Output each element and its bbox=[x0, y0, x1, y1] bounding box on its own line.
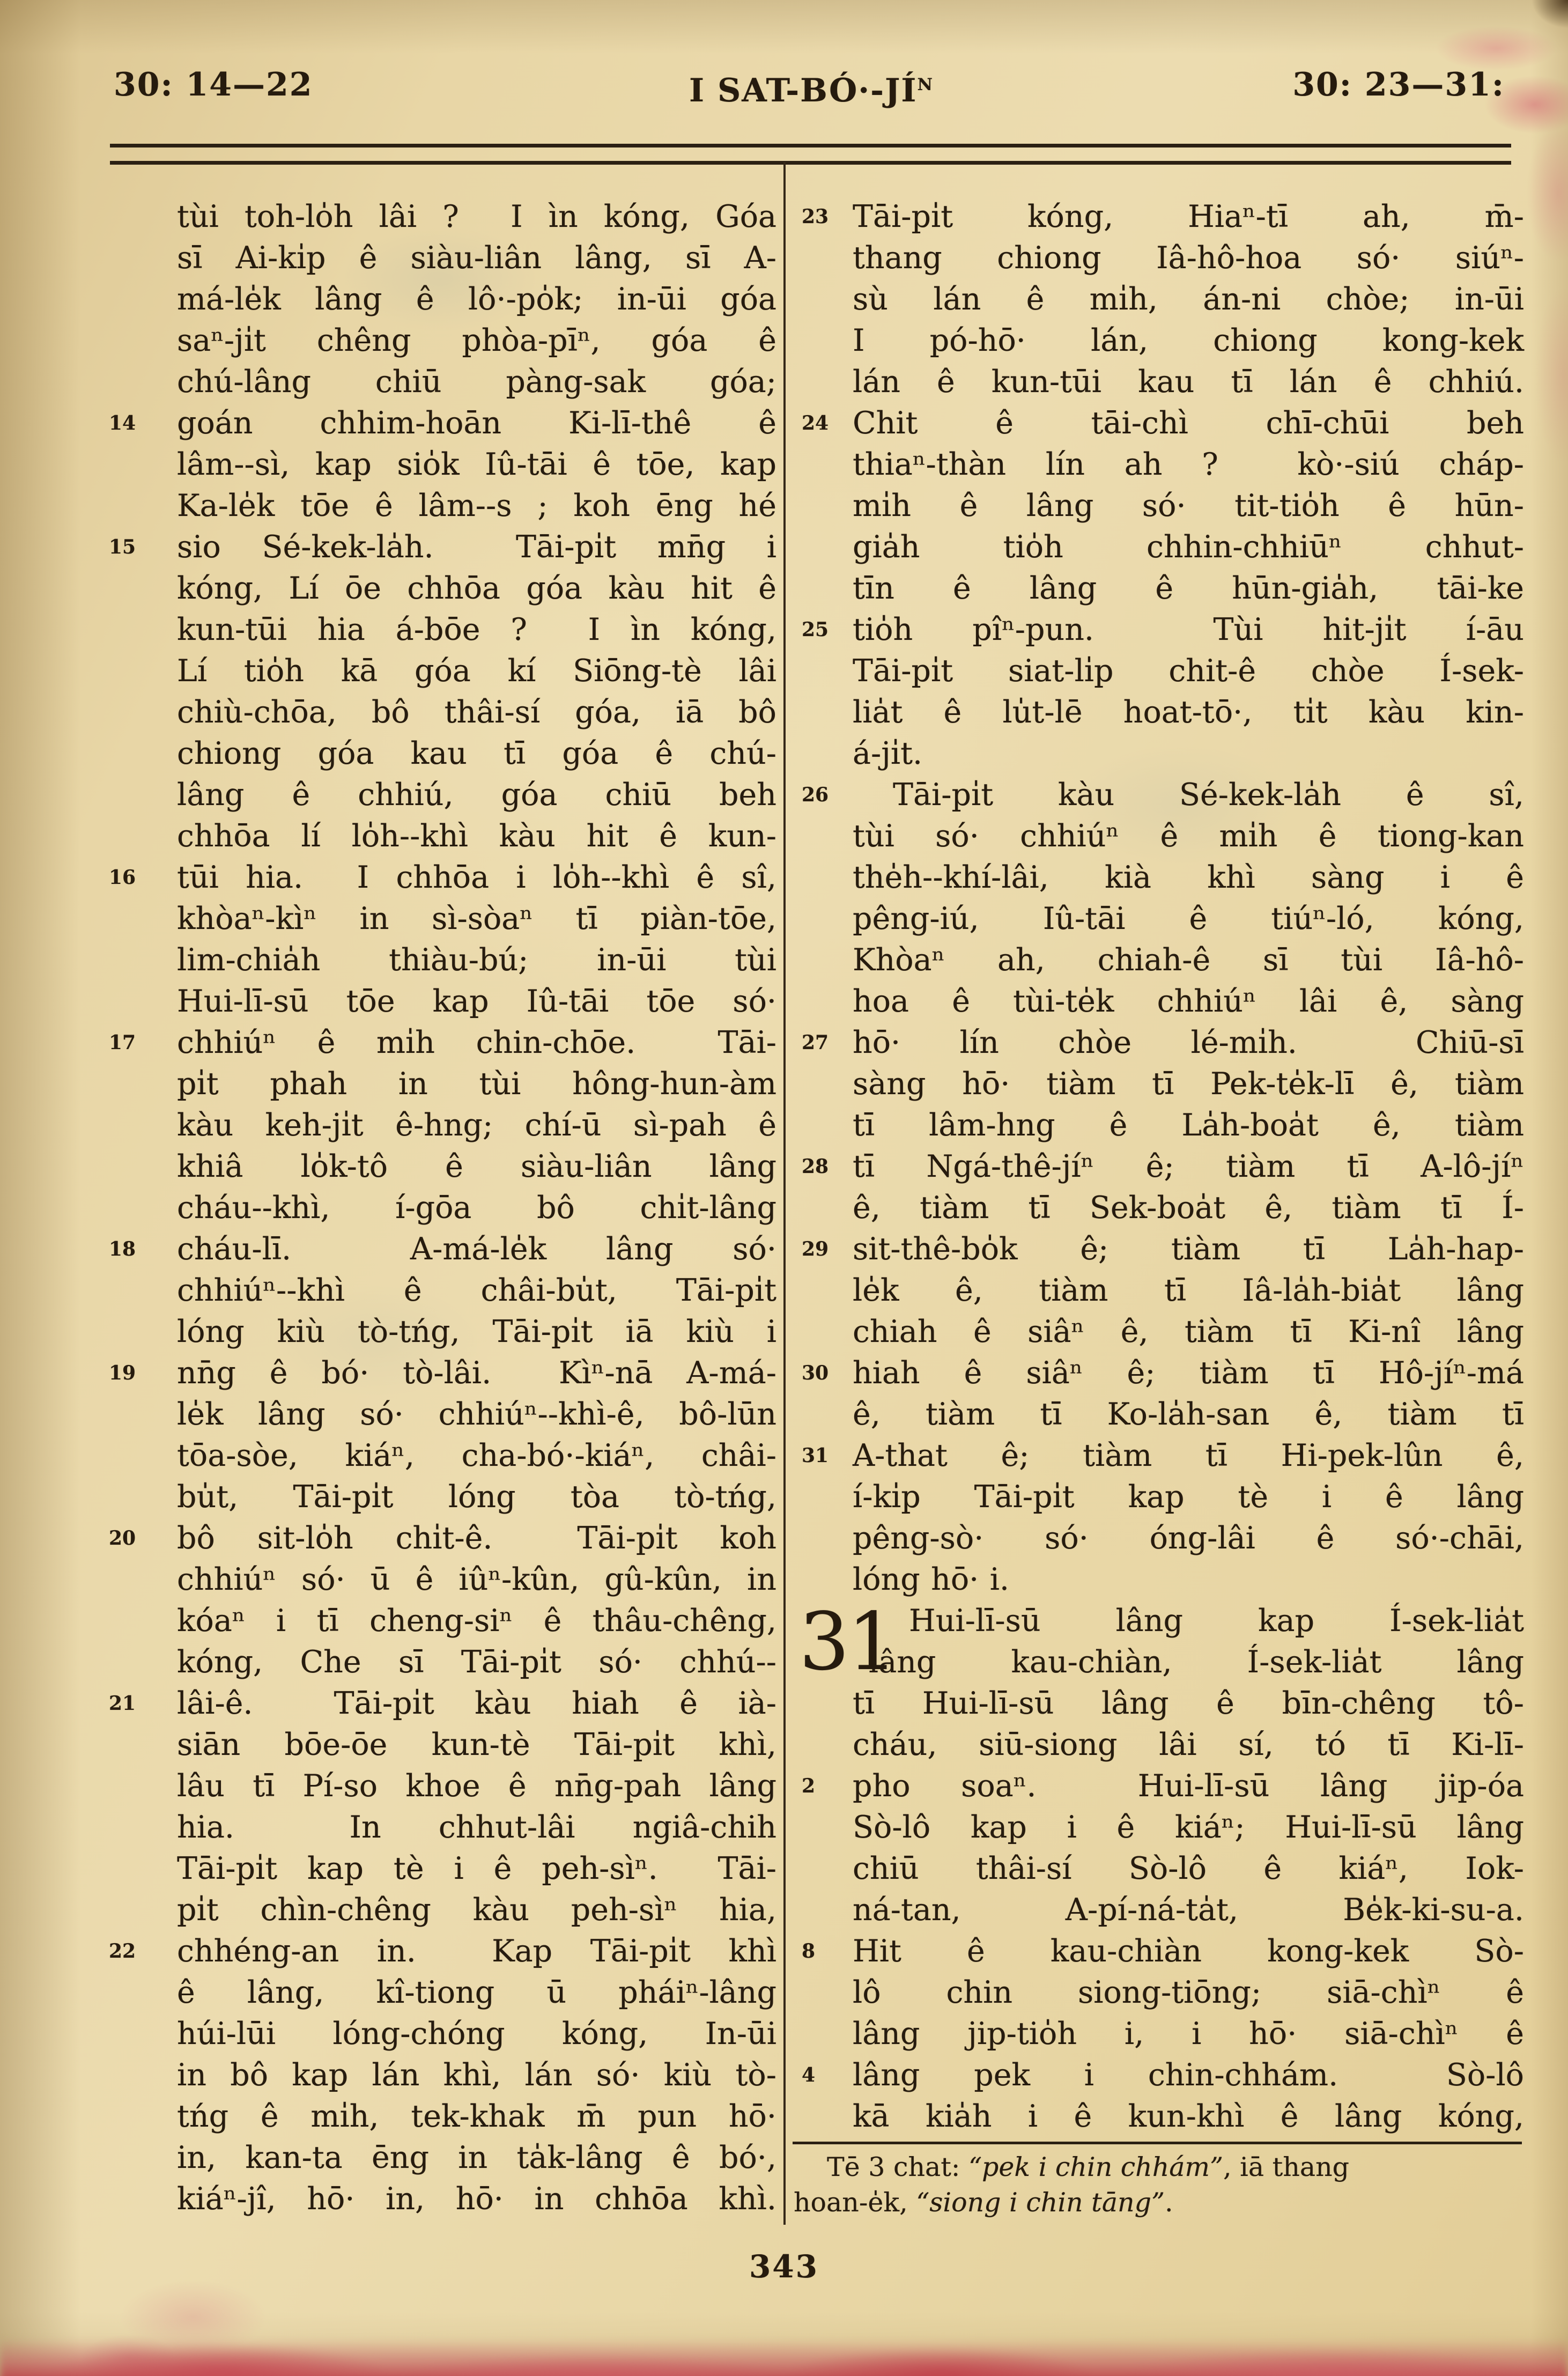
verse-line bbox=[109, 1518, 776, 1559]
verse-line bbox=[853, 1683, 1524, 1724]
verse-line-text: pêng-sò· só· óng-lâi ê só·-chāi, bbox=[853, 1521, 1524, 1556]
verse-line-text: Ka-le̍k tōe ê lâm--s ; koh ēng hé bbox=[177, 488, 776, 523]
footnote-rule bbox=[793, 2142, 1522, 2144]
verse-line bbox=[177, 1724, 776, 1766]
verse-line-text: tio̍h pîⁿ-pun. Tùi hit-ji̍t í-āu bbox=[853, 612, 1524, 647]
verse-number: 14 bbox=[109, 412, 136, 434]
verse-line-text: lâu tī Pí-so khoe ê nn̄g-pah lâng bbox=[177, 1768, 776, 1804]
page-number: 343 bbox=[749, 2248, 819, 2285]
verse-line bbox=[177, 1270, 776, 1311]
verse-number: 25 bbox=[802, 618, 829, 641]
verse-line bbox=[177, 2055, 776, 2096]
verse-line bbox=[853, 651, 1524, 692]
verse-line-text: chhiúⁿ--khì ê châi-bu̍t, Tāi-pi̍t bbox=[177, 1273, 776, 1308]
verse-line-text: cháu--khì, í-gōa bô chi̍t-lâng bbox=[177, 1190, 776, 1226]
verse-line-text: sù lán ê mi̍h, án-ni chòe; in-ūi bbox=[853, 282, 1524, 317]
verse-line bbox=[853, 279, 1524, 320]
verse-line-text: kā kia̍h i ê kun-khì ê lâng kóng, bbox=[853, 2099, 1524, 2134]
verse-line-text: tī Hui-lī-sū lâng ê bīn-chêng tô- bbox=[853, 1686, 1524, 1721]
verse-line bbox=[109, 403, 776, 444]
verse-line bbox=[177, 279, 776, 320]
verse-line-text: sàng hō· tiàm tī Pek-te̍k-lī ê, tiàm bbox=[853, 1066, 1524, 1102]
verse-line bbox=[177, 1600, 776, 1642]
verse-line-text: siān bōe-ōe kun-tè Tāi-pi̍t khì, bbox=[177, 1727, 776, 1762]
verse-line bbox=[853, 1972, 1524, 2013]
verse-line bbox=[853, 1270, 1524, 1311]
footnote-quoted-phrase: “pek i chin chhám” bbox=[968, 2152, 1224, 2182]
verse-number: 23 bbox=[802, 205, 829, 228]
verse-line-text: lâi-ê. Tāi-pi̍t kàu hiah ê ià- bbox=[177, 1686, 776, 1721]
footnote-text: hoan-e̍k, bbox=[794, 2187, 916, 2218]
verse-number: 24 bbox=[802, 412, 829, 434]
verse-line bbox=[109, 527, 776, 568]
verse-line bbox=[109, 1353, 776, 1394]
verse-line bbox=[177, 1187, 776, 1229]
verse-line bbox=[802, 1766, 1524, 1807]
verse-line bbox=[177, 898, 776, 940]
verse-line bbox=[177, 940, 776, 981]
verse-line bbox=[177, 1064, 776, 1105]
verse-line bbox=[177, 361, 776, 403]
verse-line bbox=[802, 196, 1524, 238]
verse-line bbox=[853, 1848, 1524, 1890]
text-column-left bbox=[109, 196, 776, 2220]
verse-line-text: pi̍t chìn-chêng kàu peh-sìⁿ hia, bbox=[177, 1892, 776, 1928]
verse-line bbox=[177, 1972, 776, 2013]
verse-line bbox=[853, 1518, 1524, 1559]
verse-line bbox=[853, 1890, 1524, 1931]
verse-line-text: ê, tiàm tī Ko-la̍h-san ê, tiàm tī bbox=[853, 1397, 1524, 1432]
running-title bbox=[689, 63, 933, 109]
verse-line bbox=[177, 1435, 776, 1477]
verse-line bbox=[177, 981, 776, 1022]
verse-line-text: tīn ê lâng ê hūn-gia̍h, tāi-ke bbox=[853, 571, 1524, 606]
verse-line-text: ê, tiàm tī Sek-boa̍t ê, tiàm tī Í- bbox=[853, 1190, 1524, 1226]
verse-line bbox=[177, 1311, 776, 1353]
verse-line-text: tńg ê mi̍h, tek-khak m̄ pun hō· bbox=[177, 2099, 776, 2134]
verse-line bbox=[853, 898, 1524, 940]
verse-line-text: tùi toh-lo̍h lâi ? I ìn kóng, Góa bbox=[177, 199, 776, 234]
verse-line bbox=[853, 485, 1524, 527]
verse-line-text: bô sit-lo̍h chi̍t-ê. Tāi-pi̍t koh bbox=[177, 1521, 776, 1556]
verse-line-text: Tāi-pi̍t siat-li̍p chit-ê chòe Í-sek- bbox=[853, 653, 1524, 689]
verse-line bbox=[177, 2096, 776, 2137]
header-verse-range-right: 30: 23—31: bbox=[1292, 66, 1505, 104]
verse-line-text: Chit ê tāi-chì chī-chūi beh bbox=[853, 405, 1524, 441]
verse-line-text: ná-tan, A-pí-ná-ta̍t, Be̍k-ki-su-a. bbox=[853, 1892, 1524, 1928]
verse-line bbox=[853, 238, 1524, 279]
verse-line-text: chiah ê siâⁿ ê, tiàm tī Ki-nî lâng bbox=[853, 1314, 1524, 1349]
verse-line-text: thang chiong Iâ-hô-hoa só· siúⁿ- bbox=[853, 240, 1524, 276]
verse-line-text: chiū thâi-sí Sò-lô ê kiáⁿ, Iok- bbox=[853, 1851, 1524, 1886]
verse-line-text: lâng kau-chiàn, Í-sek-lia̍t lâng bbox=[869, 1644, 1524, 1680]
verse-line-text: tī Ngá-thê-jíⁿ ê; tiàm tī A-lô-jíⁿ bbox=[853, 1149, 1524, 1184]
verse-line bbox=[177, 1642, 776, 1683]
verse-line-text: cháu, siū-siong lâi sí, tó tī Ki-lī- bbox=[853, 1727, 1524, 1762]
red-page-edge-dye bbox=[0, 2327, 1568, 2376]
verse-line bbox=[853, 1187, 1524, 1229]
verse-line bbox=[177, 196, 776, 238]
verse-line-text: húi-lūi lóng-chóng kóng, In-ūi bbox=[177, 2016, 776, 2052]
verse-number: 16 bbox=[109, 866, 136, 889]
verse-line-text: lim-chia̍h thiàu-bú; in-ūi tùi bbox=[177, 942, 776, 978]
verse-line-text: pi̍t phah in tùi hông-hun-àm bbox=[177, 1066, 776, 1102]
verse-line bbox=[177, 2137, 776, 2179]
verse-number: 27 bbox=[802, 1031, 829, 1054]
footnote-line bbox=[794, 2185, 1522, 2220]
verse-line-text: Sò-lô kap i ê kiáⁿ; Hui-lī-sū lâng bbox=[853, 1810, 1524, 1845]
verse-number: 2 bbox=[802, 1775, 816, 1797]
verse-line bbox=[853, 527, 1524, 568]
verse-line bbox=[802, 403, 1524, 444]
verse-line bbox=[802, 1022, 1524, 1064]
verse-number: 21 bbox=[109, 1692, 136, 1715]
verse-line bbox=[802, 1229, 1524, 1270]
verse-line bbox=[853, 361, 1524, 403]
verse-line bbox=[177, 774, 776, 816]
verse-number: 17 bbox=[109, 1031, 136, 1054]
verse-line-text: le̍k ê, tiàm tī Iâ-la̍h-bia̍t lâng bbox=[853, 1273, 1524, 1308]
verse-line-text: Tāi-pi̍t kóng, Hiaⁿ-tī ah, m̄- bbox=[853, 199, 1524, 234]
verse-line bbox=[109, 1229, 776, 1270]
verse-line bbox=[177, 1848, 776, 1890]
running-title-text: I SAT-BÓ·-JÍ bbox=[689, 72, 918, 109]
verse-line bbox=[853, 733, 1524, 774]
verse-line-text: lâng ê chhiú, góa chiū beh bbox=[177, 777, 776, 813]
verse-line bbox=[177, 1766, 776, 1807]
verse-line bbox=[802, 1931, 1524, 1972]
verse-line bbox=[177, 816, 776, 857]
verse-line-text: kóng, Lí ōe chhōa góa kàu hit ê bbox=[177, 571, 776, 606]
verse-line-text: gia̍h tio̍h chhin-chhiūⁿ chhut- bbox=[853, 529, 1524, 565]
verse-line bbox=[177, 692, 776, 733]
verse-line-text: cháu-lī. A-má-le̍k lâng só· bbox=[177, 1231, 776, 1267]
verse-line-text: kiáⁿ-jî, hō· in, hō· in chhōa khì. bbox=[177, 2181, 776, 2217]
verse-line-text: kàu keh-ji̍t ê-hng; chí-ū sì-pah ê bbox=[177, 1108, 776, 1143]
verse-line bbox=[802, 1353, 1524, 1394]
verse-line-text: Hui-lī-sū tōe kap Iû-tāi tōe só· bbox=[177, 984, 776, 1019]
verse-line bbox=[177, 1807, 776, 1848]
verse-line-text: Hui-lī-sū lâng kap Í-sek-lia̍t bbox=[909, 1603, 1524, 1639]
verse-line bbox=[853, 1559, 1524, 1600]
verse-line bbox=[853, 816, 1524, 857]
column-divider-rule bbox=[783, 162, 786, 2225]
verse-line-text: thiaⁿ-thàn lín ah ? kò·-siú cháp- bbox=[853, 447, 1524, 482]
verse-line-text: lóng hō· i. bbox=[853, 1562, 1010, 1597]
verse-line-text: hō· lín chòe lé-mi̍h. Chiū-sī bbox=[853, 1025, 1524, 1060]
verse-number: 20 bbox=[109, 1527, 136, 1549]
verse-line-text: in bô kap lán khì, lán só· kiù tò- bbox=[177, 2057, 776, 2093]
verse-line-text: chhōa lí lo̍h--khì kàu hit ê kun- bbox=[177, 818, 776, 854]
verse-line-text: lâng jip-tio̍h i, i hō· siā-chìⁿ ê bbox=[853, 2016, 1524, 2052]
verse-line bbox=[853, 1642, 1524, 1683]
verse-line bbox=[109, 1931, 776, 1972]
footnote-text: , iā thang bbox=[1223, 2152, 1350, 2182]
verse-number: 28 bbox=[802, 1155, 829, 1178]
verse-line bbox=[177, 238, 776, 279]
verse-line bbox=[177, 609, 776, 651]
verse-line-text: the̍h--khí-lâi, kià khì sàng i ê bbox=[853, 860, 1524, 895]
verse-number: 18 bbox=[109, 1238, 136, 1260]
verse-line-text: bu̍t, Tāi-pi̍t lóng tòa tò-tńg, bbox=[177, 1479, 776, 1515]
verse-line-text: tūi hia. I chhōa i lo̍h--khì ê sî, bbox=[177, 860, 776, 895]
verse-line bbox=[177, 1105, 776, 1146]
verse-number: 30 bbox=[802, 1362, 829, 1384]
verse-line-text: tī lâm-hng ê La̍h-boa̍t ê, tiàm bbox=[853, 1108, 1524, 1143]
footnote-line bbox=[794, 2150, 1522, 2185]
chapter-number-dropcap: 31 bbox=[799, 1596, 896, 1688]
verse-line-text: má-le̍k lâng ê lô·-po̍k; in-ūi góa bbox=[177, 282, 776, 317]
verse-line-text: I pó-hō· lán, chiong kong-kek bbox=[853, 323, 1524, 358]
verse-number: 19 bbox=[109, 1362, 136, 1384]
verse-line-text: Tāi-pi̍t kàu Sé-kek-la̍h ê sî, bbox=[893, 777, 1524, 813]
verse-line bbox=[177, 444, 776, 485]
verse-line-text: kun-tūi hia á-bōe ? I ìn kóng, bbox=[177, 612, 776, 647]
verse-line-text: Khòaⁿ ah, chiah-ê sī tùi Iâ-hô- bbox=[853, 942, 1524, 978]
header-verse-range-left: 30: 14—22 bbox=[114, 66, 313, 104]
verse-number: 29 bbox=[802, 1238, 829, 1260]
verse-number: 31 bbox=[802, 1444, 829, 1467]
running-title-superscript-n: N bbox=[917, 75, 933, 94]
header-double-rule bbox=[110, 144, 1511, 165]
verse-line bbox=[802, 1435, 1524, 1477]
verse-line-text: ê lâng, kî-tiong ū pháiⁿ-lâng bbox=[177, 1975, 776, 2010]
verse-line bbox=[109, 1683, 776, 1724]
text-column-right bbox=[799, 196, 1524, 2137]
verse-line-text: Tāi-pi̍t kap tè i ê peh-sìⁿ. Tāi- bbox=[177, 1851, 776, 1886]
verse-line bbox=[177, 485, 776, 527]
verse-line-text: khòaⁿ-kìⁿ in sì-sòaⁿ tī piàn-tōe, bbox=[177, 901, 776, 936]
verse-number: 22 bbox=[109, 1940, 136, 1962]
verse-number: 26 bbox=[802, 784, 829, 806]
verse-line-text: chhiúⁿ ê mi̍h chin-chōe. Tāi- bbox=[177, 1025, 776, 1060]
verse-line-text: kóng, Che sī Tāi-pi̍t só· chhú-- bbox=[177, 1644, 776, 1680]
verse-line-text: in, kan-ta ēng in ta̍k-lâng ê bó·, bbox=[177, 2140, 776, 2175]
verse-number: 4 bbox=[802, 2064, 816, 2086]
verse-line-text: nn̄g ê bó· tò-lâi. Kìⁿ-nā A-má- bbox=[177, 1355, 776, 1391]
verse-line-text: hia. In chhut-lâi ngiâ-chih bbox=[177, 1810, 776, 1845]
verse-line-text: á-ji̍t. bbox=[853, 736, 923, 771]
verse-line-text: lô chin siong-tiōng; siā-chìⁿ ê bbox=[853, 1975, 1524, 2010]
verse-line bbox=[802, 609, 1524, 651]
verse-line bbox=[177, 1890, 776, 1931]
verse-line-text: lóng kiù tò-tńg, Tāi-pi̍t iā kiù i bbox=[177, 1314, 776, 1349]
verse-line-text: saⁿ-ji̍t chêng phòa-pīⁿ, góa ê bbox=[177, 323, 776, 358]
verse-line bbox=[109, 1022, 776, 1064]
verse-line-text: hiah ê siâⁿ ê; tiàm tī Hô-jíⁿ-má bbox=[853, 1355, 1524, 1391]
verse-line bbox=[177, 320, 776, 361]
verse-line-text: tōa-sòe, kiáⁿ, cha-bó·-kiáⁿ, châi- bbox=[177, 1438, 776, 1473]
verse-line-text: pêng-iú, Iû-tāi ê tiúⁿ-ló, kóng, bbox=[853, 901, 1524, 936]
verse-line bbox=[177, 651, 776, 692]
verse-line-text: sit-thê-bo̍k ê; tiàm tī La̍h-hap- bbox=[853, 1231, 1524, 1267]
footnote bbox=[794, 2150, 1522, 2220]
verse-line-text: lâng pek i chin-chhám. Sò-lô bbox=[853, 2057, 1524, 2093]
verse-line-text: hoa ê tùi-te̍k chhiúⁿ lâi ê, sàng bbox=[853, 984, 1524, 1019]
footnote-text: . bbox=[1165, 2187, 1173, 2218]
verse-line bbox=[109, 857, 776, 898]
verse-line bbox=[177, 1394, 776, 1435]
verse-line-text: chiong góa kau tī góa ê chú- bbox=[177, 736, 776, 771]
verse-line-text: chhiúⁿ só· ū ê iûⁿ-kûn, gû-kûn, in bbox=[177, 1562, 776, 1597]
verse-line bbox=[853, 1477, 1524, 1518]
verse-line-text: sī Ai-ki̍p ê siàu-liân lâng, sī A- bbox=[177, 240, 776, 276]
verse-line-text: mi̍h ê lâng só· tit-tio̍h ê hūn- bbox=[853, 488, 1524, 523]
footnote-text: Tē 3 chat: bbox=[827, 2152, 968, 2182]
verse-line-text: le̍k lâng só· chhiúⁿ--khì-ê, bô-lūn bbox=[177, 1397, 776, 1432]
verse-line bbox=[853, 444, 1524, 485]
verse-line-text: lâm--sì, kap sio̍k Iû-tāi ê tōe, kap bbox=[177, 447, 776, 482]
verse-line bbox=[177, 1477, 776, 1518]
verse-line-text: Hit ê kau-chiàn kong-kek Sò- bbox=[853, 1934, 1524, 1969]
verse-number: 15 bbox=[109, 536, 136, 558]
verse-line bbox=[177, 1146, 776, 1187]
verse-line bbox=[853, 981, 1524, 1022]
verse-line-text: lán ê kun-tūi kau tī lán ê chhiú. bbox=[853, 364, 1524, 400]
verse-line bbox=[853, 1105, 1524, 1146]
verse-line-text: chú-lâng chiū pàng-sak góa; bbox=[177, 364, 776, 400]
verse-line-text: goán chhim-hoān Ki-lī-thê ê bbox=[177, 405, 776, 441]
verse-number: 8 bbox=[802, 1940, 816, 1962]
verse-line bbox=[853, 2013, 1524, 2055]
verse-line bbox=[177, 2013, 776, 2055]
verse-line-text: chhéng-an in. Kap Tāi-pi̍t khì bbox=[177, 1934, 776, 1969]
verse-line bbox=[853, 1807, 1524, 1848]
verse-line-text: í-ki̍p Tāi-pi̍t kap tè i ê lâng bbox=[853, 1479, 1524, 1515]
verse-line bbox=[853, 568, 1524, 609]
verse-line bbox=[853, 1724, 1524, 1766]
verse-line bbox=[853, 940, 1524, 981]
verse-line-text: lia̍t ê lu̍t-lē hoat-tō·, ti̍t kàu kin- bbox=[853, 695, 1524, 730]
verse-line bbox=[177, 568, 776, 609]
verse-line-text: chiù-chōa, bô thâi-sí góa, iā bô bbox=[177, 695, 776, 730]
verse-line-text: pho soaⁿ. Hui-lī-sū lâng jip-óa bbox=[853, 1768, 1524, 1804]
verse-line bbox=[853, 1311, 1524, 1353]
verse-line bbox=[853, 692, 1524, 733]
verse-line bbox=[853, 1064, 1524, 1105]
verse-line-text: khiâ lo̍k-tô ê siàu-liân lâng bbox=[177, 1149, 776, 1184]
verse-line bbox=[802, 774, 1524, 816]
verse-line bbox=[177, 2179, 776, 2220]
footnote-quoted-phrase: “siong i chin tāng” bbox=[916, 2187, 1165, 2218]
verse-line bbox=[853, 857, 1524, 898]
verse-line-text: sio Sé-kek-la̍h. Tāi-pi̍t mn̄g i bbox=[177, 529, 776, 565]
verse-line-text: A-that ê; tiàm tī Hi-pek-lûn ê, bbox=[853, 1438, 1524, 1473]
verse-line bbox=[177, 1559, 776, 1600]
verse-line-text: tùi só· chhiúⁿ ê mi̍h ê tiong-kan bbox=[853, 818, 1524, 854]
verse-line-text: Lí tio̍h kā góa kí Siōng-tè lâi bbox=[177, 653, 776, 689]
verse-line bbox=[177, 733, 776, 774]
verse-line-text: kóaⁿ i tī cheng-siⁿ ê thâu-chêng, bbox=[177, 1603, 776, 1639]
verse-line bbox=[853, 320, 1524, 361]
verse-line bbox=[802, 2055, 1524, 2096]
verse-line bbox=[853, 1394, 1524, 1435]
verse-line bbox=[853, 2096, 1524, 2137]
verse-line bbox=[802, 1146, 1524, 1187]
